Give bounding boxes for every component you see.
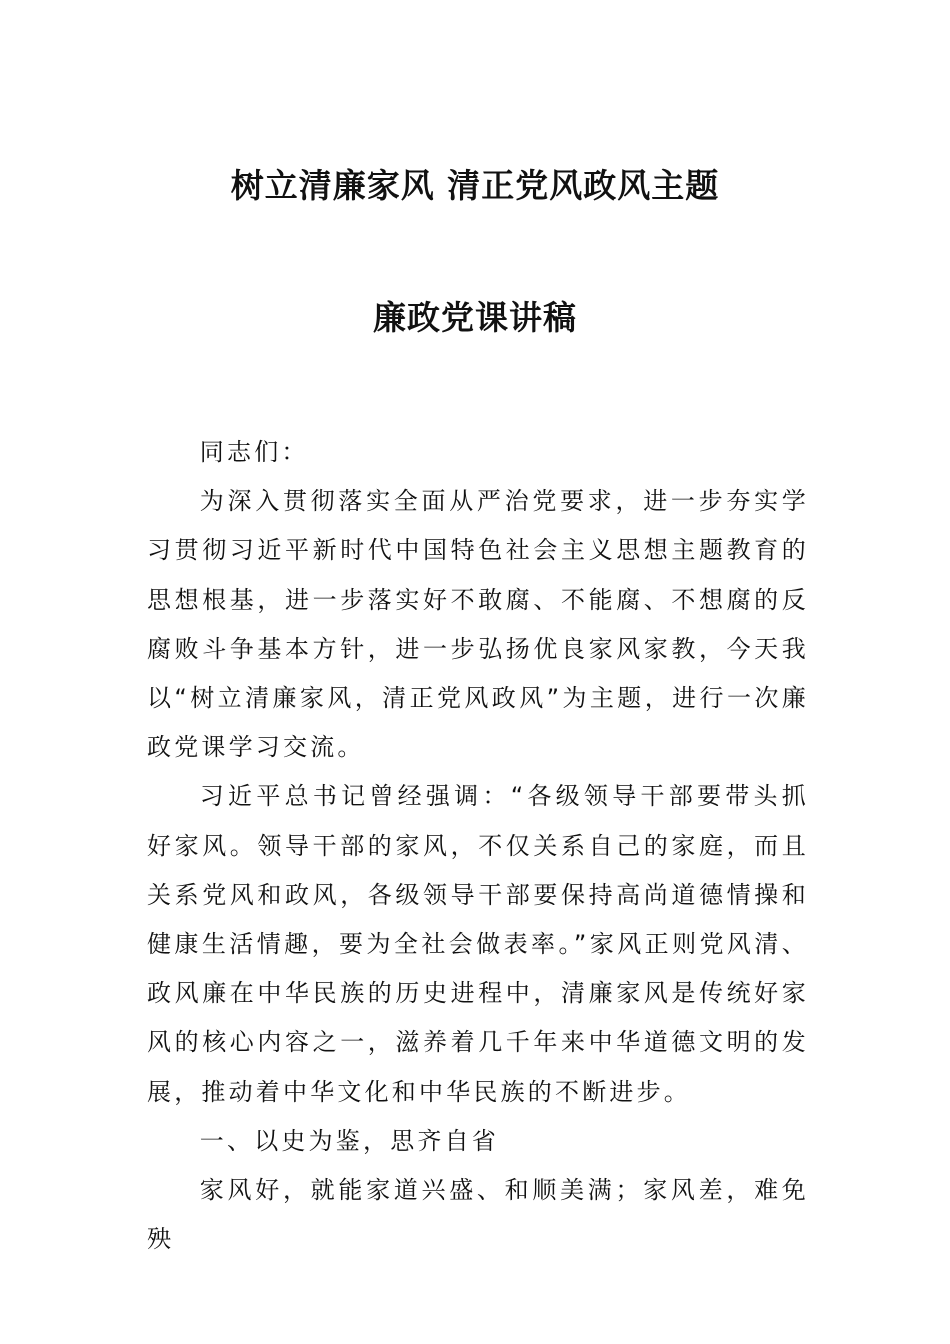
document-title-line-1: 树立清廉家风 清正党风政风主题 <box>230 166 720 205</box>
document-title-line-2: 廉政党课讲稿 <box>373 298 577 337</box>
body-paragraph: 习近平总书记曾经强调：“各级领导干部要带头抓好家风。领导干部的家风，不仅关系自己的家庭，而且关系党风和政风，各级领导干部要保持高尚道德情操和健康生活情趣，要为全社会做表率。”家风正则党风清、政风廉在中华民族的历史进程中，清廉家风是传统好家风的核心内容之一，滋养着几千年来中华道德文明的发展，推动着中华文化和中华民族的不断进步。 <box>147 782 809 1106</box>
body-paragraph: 家风好，就能家道兴盛、和顺美满；家风差，难免殃 <box>147 1176 809 1254</box>
body-paragraph: 为深入贯彻落实全面从严治党要求，进一步夯实学习贯彻习近平新时代中国特色社会主义思想主题教育的思想根基，进一步落实好不敢腐、不能腐、不想腐的反腐败斗争基本方针，进一步弘扬优良家风家教，今天我以“树立清廉家风，清正党风政风”为主题，进行一次廉政党课学习交流。 <box>147 487 809 762</box>
salutation: 同志们： <box>199 438 309 466</box>
section-heading: 一、以史为鉴，思齐自省 <box>199 1126 499 1155</box>
document-body <box>147 428 809 1264</box>
